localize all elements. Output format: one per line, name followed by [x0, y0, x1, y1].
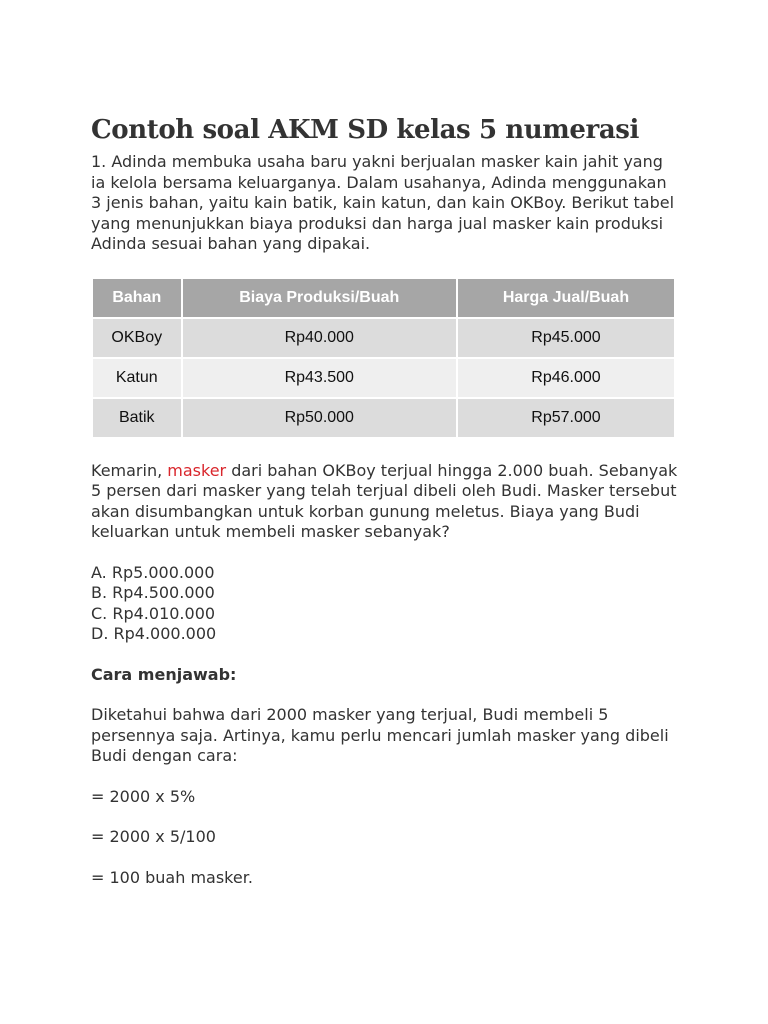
option-b: B. Rp4.500.000 [91, 583, 215, 602]
table-header-row [92, 278, 675, 318]
document-page [91, 112, 691, 888]
table-row [92, 358, 675, 398]
answer-options [91, 563, 691, 645]
table-cell: Rp43.500 [182, 358, 457, 398]
price-table [91, 277, 676, 439]
explanation-paragraph: Diketahui bahwa dari 2000 masker yang terjual, Budi membeli 5 persennya saja. Artinya, kamu perlu mencari jumlah masker yang dibeli Budi dengan cara: [91, 705, 669, 765]
step-2: = 2000 x 5/100 [91, 827, 216, 846]
table-cell: Rp57.000 [457, 398, 675, 438]
intro-paragraph: 1. Adinda membuka usaha baru yakni berjualan masker kain jahit yang ia kelola bersama keluarganya. Dalam usahanya, Adinda menggunakan 3 jenis bahan, yaitu kain batik, kain katun, dan kain OKBoy. Berikut tabel yang menunjukkan biaya produksi dan harga jual masker kain produksi Adinda sesuai bahan yang dipakai. [91, 152, 675, 253]
step-1: = 2000 x 5% [91, 786, 196, 806]
table-cell: Batik [92, 398, 182, 438]
table-cell: OKBoy [92, 318, 182, 358]
option-d: D. Rp4.000.000 [91, 624, 217, 643]
question-paragraph [91, 461, 681, 543]
option-a: A. Rp5.000.000 [91, 562, 215, 582]
option-c: C. Rp4.010.000 [91, 603, 216, 623]
table-cell: Katun [92, 358, 182, 398]
table-cell: Rp46.000 [457, 358, 675, 398]
page-title: Contoh soal AKM SD kelas 5 numerasi [91, 115, 640, 145]
step-3: = 100 buah masker. [91, 867, 253, 887]
table-cell: Rp40.000 [182, 318, 457, 358]
highlight-link[interactable]: masker [167, 460, 227, 480]
table-row [92, 318, 675, 358]
question-text-start: Kemarin, [91, 460, 168, 480]
question-text-end: dari bahan OKBoy terjual hingga 2.000 buah. Sebanyak 5 persen dari masker yang telah terjual dibeli oleh Budi. Masker tersebut akan disumbangkan untuk korban gunung meletus. Biaya yang Budi keluarkan untuk membeli masker sebanyak? [91, 460, 678, 541]
table-cell: Rp45.000 [457, 318, 675, 358]
header-harga-jual: Harga Jual/Buah [457, 278, 675, 318]
price-table-container [91, 277, 676, 439]
header-biaya-produksi: Biaya Produksi/Buah [182, 278, 457, 318]
answer-heading: Cara menjawab: [91, 664, 237, 684]
table-row [92, 398, 675, 438]
header-bahan: Bahan [92, 278, 182, 318]
table-cell: Rp50.000 [182, 398, 457, 438]
